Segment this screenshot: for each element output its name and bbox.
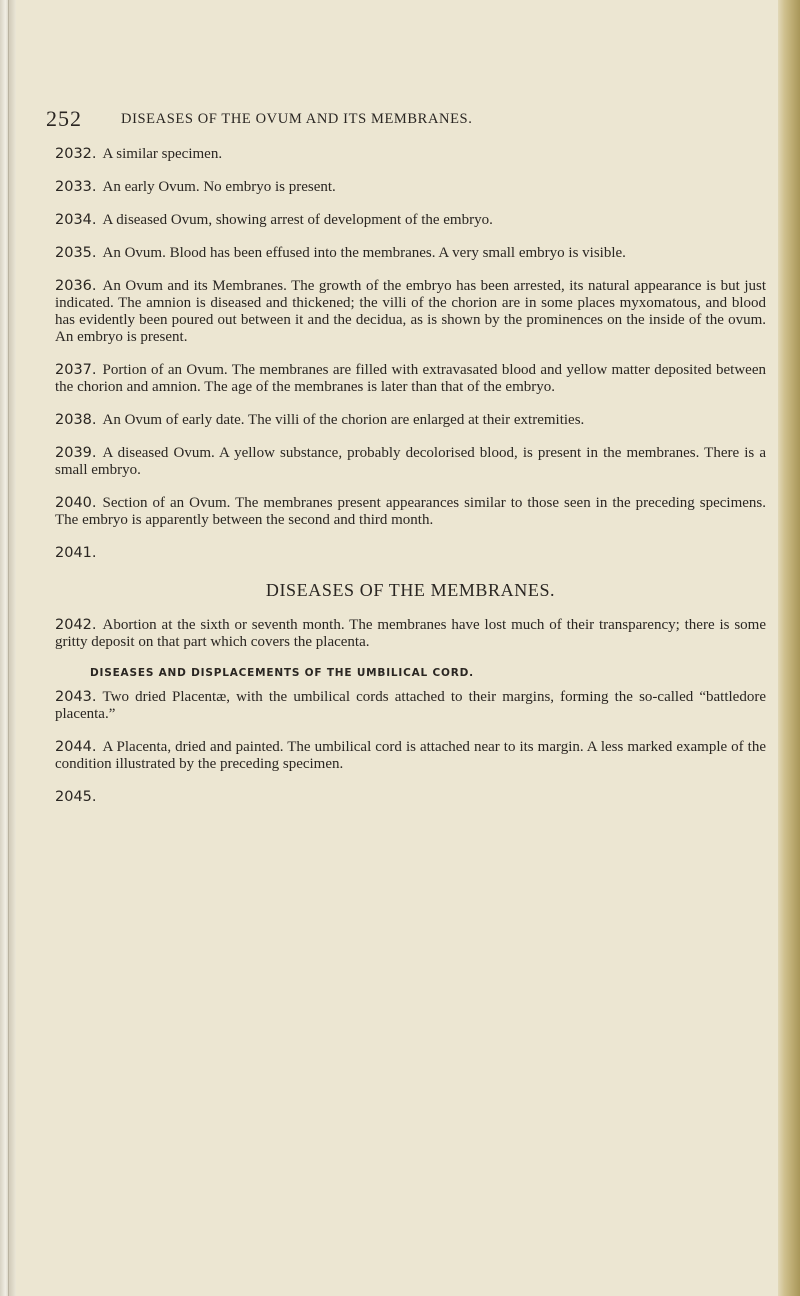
catalogue-entry — [55, 789, 766, 806]
entry-number: 2035. — [55, 245, 97, 261]
entry-number: 2041. — [55, 545, 97, 561]
entry-number: 2037. — [55, 362, 97, 378]
entry-number: 2043. — [55, 689, 97, 705]
catalogue-entry — [55, 212, 766, 229]
catalogue-entry — [55, 739, 766, 773]
section-title: DISEASES OF THE MEMBRANES. — [265, 580, 556, 600]
entry-number: 2044. — [55, 739, 97, 755]
catalogue-entry — [55, 445, 766, 479]
entry-text: An Ovum. Blood has been effused into the membranes. A very small embryo is visible. — [102, 245, 626, 261]
entry-text: A similar specimen. — [102, 146, 223, 162]
catalogue-entry — [55, 179, 766, 196]
catalogue-entry — [55, 412, 766, 429]
entry-number: 2034. — [55, 212, 97, 228]
entry-text: A diseased Ovum. A yellow substance, probably decolorised blood, is present in the membranes. There is a small embryo. — [55, 445, 766, 478]
entries-membranes — [55, 617, 766, 651]
page-body — [55, 146, 766, 824]
entry-text: A Placenta, dried and painted. The umbilical cord is attached near to its margin. A less marked example of the condition illustrated by the preceding specimen. — [55, 739, 766, 772]
entry-number: 2039. — [55, 445, 97, 461]
catalogue-entry — [55, 545, 766, 562]
entry-number: 2040. — [55, 495, 97, 511]
page-number: 252 — [46, 106, 82, 131]
entry-text: A diseased Ovum, showing arrest of development of the embryo. — [102, 212, 493, 228]
page-header — [46, 106, 646, 132]
entry-text: An early Ovum. No embryo is present. — [102, 179, 336, 195]
entries-ovum — [55, 146, 766, 562]
catalogue-entry — [55, 146, 766, 163]
entry-text: Section of an Ovum. The membranes present appearances similar to those seen in the preceding specimens. The embryo is apparently between the second and third month. — [55, 495, 766, 528]
book-page — [16, 0, 778, 1296]
page-edge-right — [778, 0, 800, 1296]
entries-umbilical-cord — [55, 689, 766, 806]
entry-text: An Ovum and its Membranes. The growth of the embryo has been arrested, its natural appearance is but just indicated. The amnion is diseased and thickened; the villi of the chorion are in some places myxomatous, and blood has evidently been poured out between it and the decidua, as is shown by the prominences on the inside of the ovum. An embryo is present. — [55, 278, 766, 345]
entry-number: 2042. — [55, 617, 97, 633]
catalogue-entry — [55, 617, 766, 651]
catalogue-entry — [55, 362, 766, 396]
entry-text: Abortion at the sixth or seventh month. The membranes have lost much of their transparency; there is some gritty deposit on that part which covers the placenta. — [55, 617, 766, 650]
catalogue-entry — [55, 495, 766, 529]
catalogue-entry — [55, 689, 766, 723]
spine-line — [8, 0, 9, 1296]
subsection-title: DISEASES AND DISPLACEMENTS OF THE UMBILICAL CORD. — [90, 667, 474, 679]
entry-text: Portion of an Ovum. The membranes are filled with extravasated blood and yellow matter deposited between the chorion and amnion. The age of the membranes is later than that of the embryo. — [55, 362, 766, 395]
entry-number: 2038. — [55, 412, 97, 428]
entry-number: 2045. — [55, 789, 97, 805]
catalogue-entry — [55, 278, 766, 346]
entry-number: 2036. — [55, 278, 97, 294]
entry-text: Two dried Placentæ, with the umbilical cords attached to their margins, forming the so-called “battledore placenta.” — [55, 689, 766, 722]
catalogue-entry — [55, 245, 766, 262]
entry-number: 2032. — [55, 146, 97, 162]
entry-text: An Ovum of early date. The villi of the chorion are enlarged at their extremities. — [102, 412, 585, 428]
entry-number: 2033. — [55, 179, 97, 195]
running-head: DISEASES OF THE OVUM AND ITS MEMBRANES. — [121, 111, 473, 127]
